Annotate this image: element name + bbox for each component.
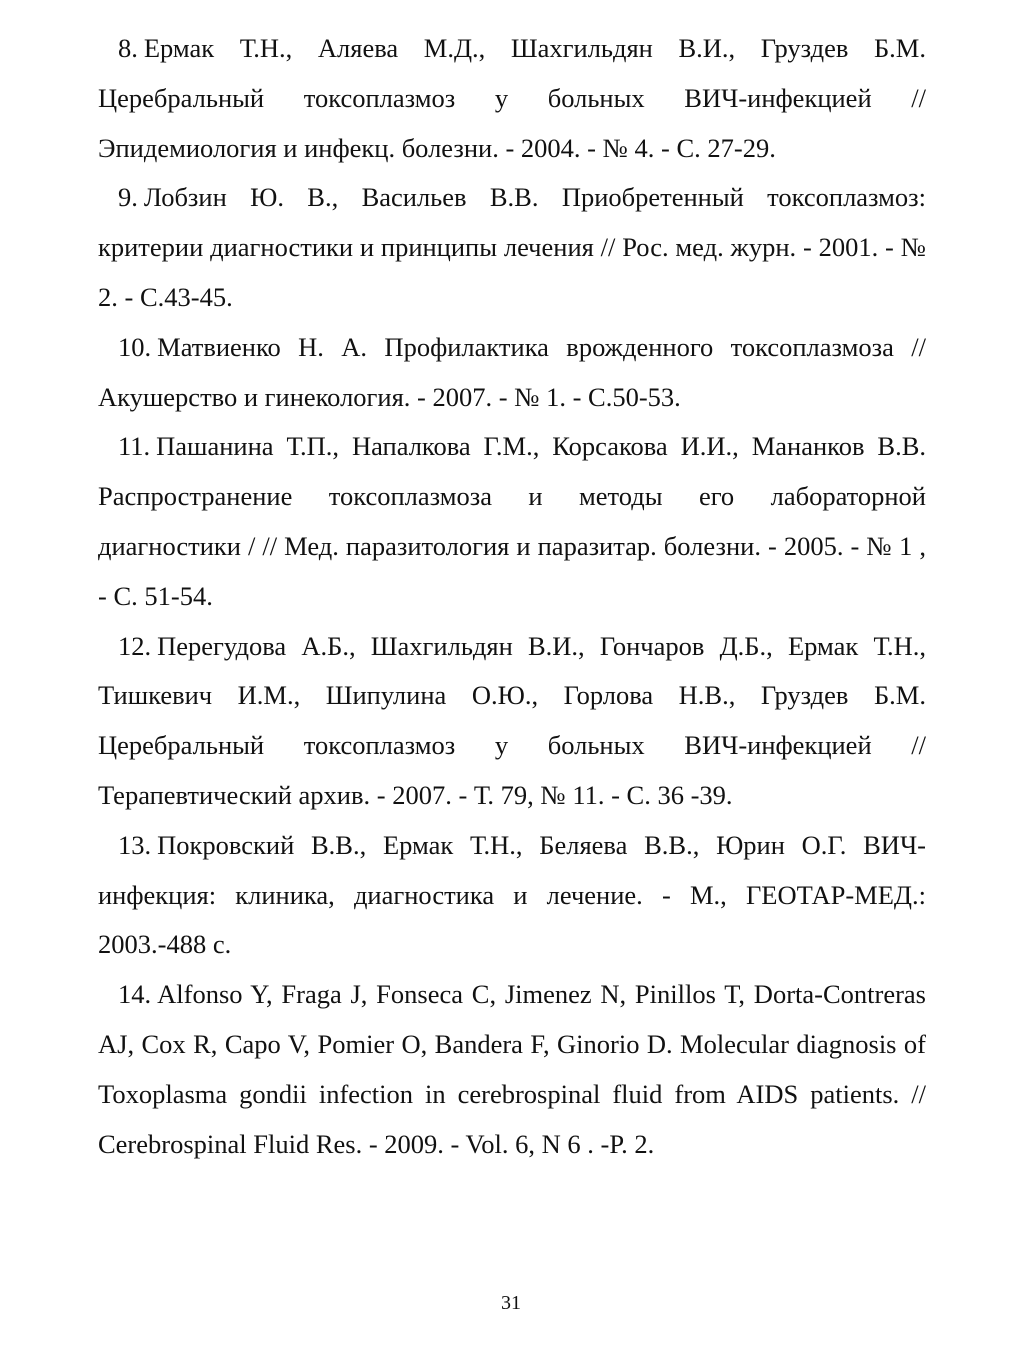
reference-item-10 bbox=[98, 323, 926, 423]
reference-list bbox=[98, 24, 926, 1169]
reference-text: Перегудова А.Б., Шахгильдян В.И., Гончаров Д.Б., Ермак Т.Н., Тишкевич И.М., Шипулина О.Ю., Горлова Н.В., Груздев Б.М. Церебральный токсоплазмоз у больных ВИЧ-инфекцией // Терапевтический архив. - 2007. - Т. 79, № 11. - С. 36 -39. bbox=[98, 630, 926, 810]
reference-number: 10. bbox=[118, 331, 152, 362]
reference-text: Ермак Т.Н., Аляева М.Д., Шахгильдян В.И., Груздев Б.М. Церебральный токсоплазмоз у больных ВИЧ-инфекцией // Эпидемиология и инфекц. болезни. - 2004. - № 4. - С. 27-29. bbox=[98, 33, 926, 163]
reference-number: 13. bbox=[118, 829, 152, 860]
reference-text: Покровский В.В., Ермак Т.Н., Беляева В.В., Юрин О.Г. ВИЧ-инфекция: клиника, диагностика и лечение. - М., ГЕОТАР-МЕД.: 2003.-488 с. bbox=[98, 829, 926, 960]
reference-text: Alfonso Y, Fraga J, Fonseca C, Jimenez N, Pinillos T, Dorta-Contreras AJ, Cox R, Capo V, Pomier O, Bandera F, Ginorio D. Molecular diagnosis of Toxoplasma gondii infection in cerebrospinal fluid from AIDS patients. // Cerebrospinal Fluid Res. - 2009. - Vol. 6, N 6 . -P. 2. bbox=[98, 979, 926, 1159]
reference-item-14 bbox=[98, 970, 926, 1169]
reference-number: 12. bbox=[118, 630, 152, 661]
reference-item-8 bbox=[98, 24, 926, 173]
reference-text: Пашанина Т.П., Напалкова Г.М., Корсакова И.И., Мананков В.В. Распространение токсоплазмоза и методы его лабораторной диагностики / // Мед. паразитология и паразитар. болезни. - 2005. - № 1 , - С. 51-54. bbox=[98, 431, 926, 611]
reference-item-12 bbox=[98, 622, 926, 821]
reference-number: 11. bbox=[118, 431, 151, 462]
reference-text: Матвиенко Н. А. Профилактика врожденного токсоплазмоза // Акушерство и гинекология. - 2007. - № 1. - С.50-53. bbox=[98, 331, 926, 412]
reference-number: 9. bbox=[118, 182, 138, 213]
reference-number: 14. bbox=[118, 979, 152, 1010]
reference-item-11 bbox=[98, 422, 926, 621]
reference-item-9 bbox=[98, 173, 926, 322]
reference-text: Лобзин Ю. В., Васильев В.В. Приобретенный токсоплазмоз: критерии диагностики и принципы лечения // Рос. мед. журн. - 2001. - № 2. - С.43-45. bbox=[98, 182, 926, 312]
reference-item-13 bbox=[98, 821, 926, 970]
page-number: 31 bbox=[501, 1292, 521, 1314]
reference-number: 8. bbox=[118, 33, 138, 63]
